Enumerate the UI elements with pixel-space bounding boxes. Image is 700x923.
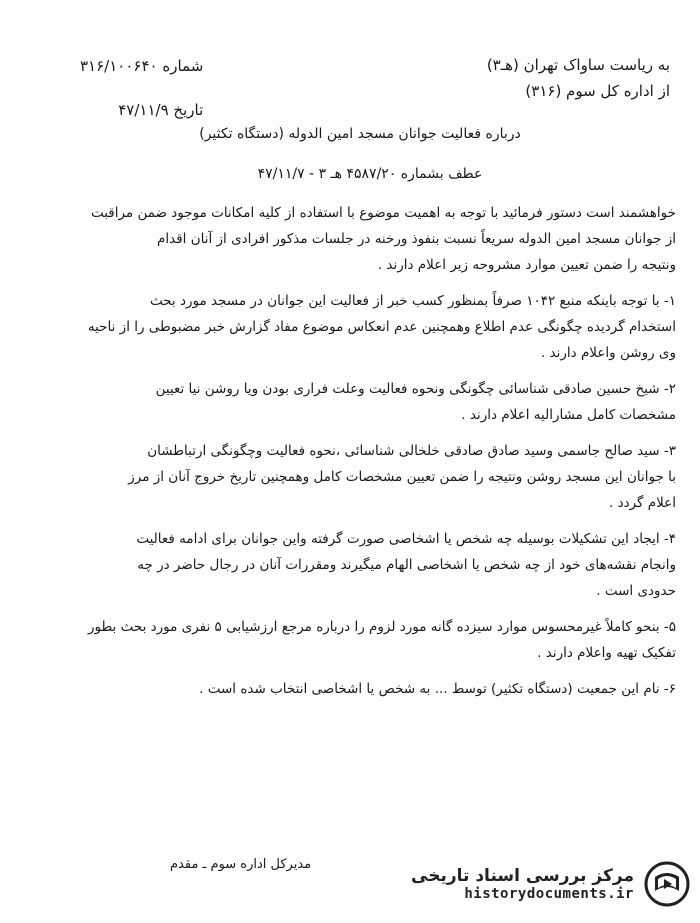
number-date-block	[80, 44, 203, 132]
paragraph-item-1	[26, 288, 676, 366]
recipient-line-1: به ریاست ساواک تهران (هـ۳)	[486, 56, 670, 74]
watermark-title: مرکز بررسی اسناد تاریخی	[411, 866, 634, 886]
paragraph-intro	[26, 200, 676, 278]
paragraph-item-6	[26, 676, 676, 702]
body-line: ۱- با توجه باینکه منبع ۱۰۴۲ صرفاً بمنظور کسب خبر از فعالیت این جوانان در مسجد مورد بحث	[149, 293, 676, 309]
paragraph-item-4	[26, 526, 676, 604]
watermark	[390, 853, 690, 915]
body-line: از جوانان مسجد امین الدوله سریعاً نسبت بنفوذ ورخنه در جلسات مذکور افرادی از آنان اقدام	[157, 231, 676, 247]
body-line: مشخصات کامل مشارالیه اعلام دارند .	[461, 407, 676, 423]
signature-line: مدیرکل اداره سوم ـ مقدم	[170, 857, 312, 872]
paragraph-item-5	[26, 614, 676, 666]
recipient-line-2: از اداره کل سوم (۳۱۶)	[525, 82, 670, 100]
book-arrow-logo-icon	[644, 861, 690, 907]
watermark-text	[411, 866, 634, 902]
body-line: اعلام گردد .	[609, 495, 676, 511]
body-line: حدودی است .	[596, 583, 676, 599]
document-date: تاریخ ۴۷/۱۱/۹	[118, 101, 204, 119]
body-line: ۴- ایجاد این تشکیلات بوسیله چه شخص یا اشخاصی صورت گرفته واین جوانان برای ادامه فعالیت	[136, 531, 676, 547]
body-line: ۶- نام این جمعیت (دستگاه تکثیر) توسط ... به شخص یا اشخاصی انتخاب شده است .	[199, 681, 676, 697]
body-line: ۳- سید صالح جاسمی وسید صادق صادقی خلخالی شناسائی ،نحوه فعالیت وچگونگی ارتباطشان	[147, 443, 676, 459]
document-body	[26, 200, 676, 712]
document-number: شماره ۳۱۶/۱۰۰۶۴۰	[80, 57, 204, 75]
body-line: وانجام نقشه‌های خود از چه شخص یا اشخاصی الهام میگیرند ومقررات آنان در رجال حاضر در چه	[137, 557, 676, 573]
reference-line: عطف بشماره ۴۵۸۷/۲۰ هـ ۳ - ۴۷/۱۱/۷	[257, 166, 483, 182]
body-line: با جوانان این مسجد روشن ونتیجه را ضمن تعیین مشخصات کامل وهمچنین تاریخ خروج آنان از مرز	[128, 469, 676, 485]
body-line: تفکیک تهیه واعلام دارند .	[537, 645, 676, 661]
recipient-block	[487, 52, 670, 104]
body-line: ونتیجه را ضمن تعیین موارد مشروحه زیر اعلام دارند .	[377, 257, 676, 273]
paragraph-item-3	[26, 438, 676, 516]
body-line: خواهشمند است دستور فرمائید با توجه به اهمیت موضوع با استفاده از کلیه امکانات موجود ضمن مراقبت	[90, 205, 676, 221]
body-line: ۵- بنحو کاملاً غیرمحسوس موارد سیزده گانه مورد لزوم را درباره مرجع ارزشیابی ۵ نفری مورد بحث بطور	[87, 619, 676, 635]
body-line: وی روشن واعلام دارند .	[540, 345, 676, 361]
body-line: استخدام گردیده چگونگی عدم اطلاع وهمچنین عدم انعکاس موضوع مفاد گزارش خبر مضبوطی را از ناحیه	[87, 319, 676, 335]
subject-line: درباره فعالیت جوانان مسجد امین الدوله (دستگاه تکثیر)	[199, 126, 521, 142]
watermark-url: historydocuments.ir	[464, 886, 634, 902]
paragraph-item-2	[26, 376, 676, 428]
body-line: ۲- شیخ حسین صادقی شناسائی چگونگی ونحوه فعالیت وعلت فراری بودن ویا روشن نیا تعیین	[155, 381, 676, 397]
